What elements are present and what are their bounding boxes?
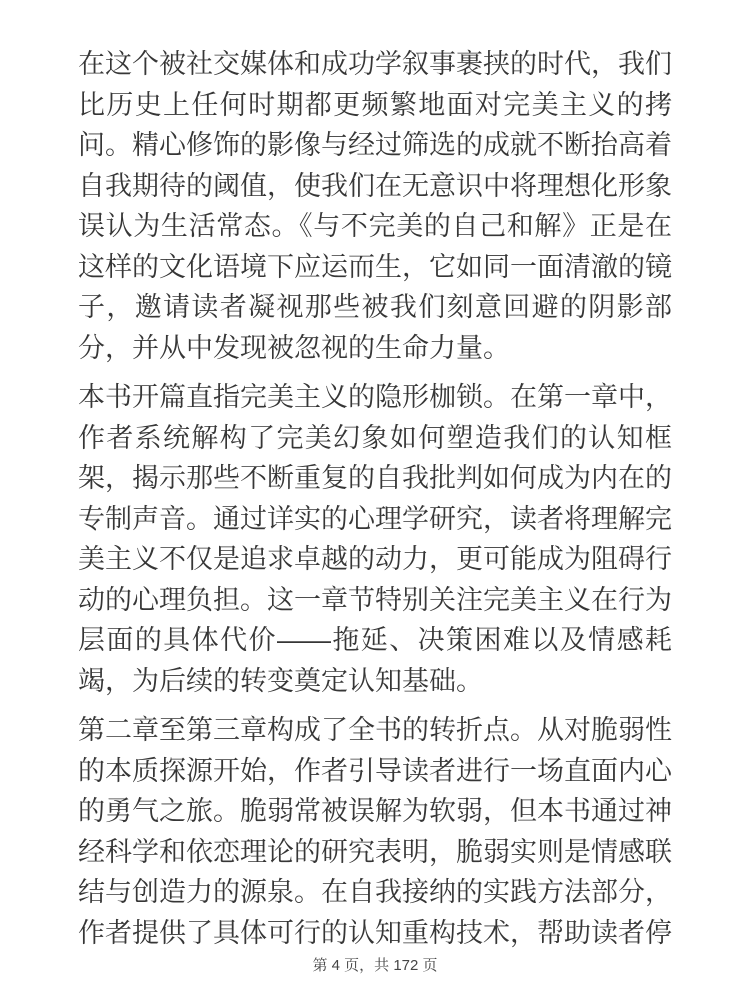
page-number-indicator: 第 4 页，共 172 页 [312, 957, 438, 974]
paragraph-1: 在这个被社交媒体和成功学叙事裹挟的时代，我们比历史上任何时期都更频繁地面对完美主义的拷问。精心修饰的影像与经过筛选的成就不断抬高着自我期待的阈值，使我们在无意识中将理想化形象误认为生活常态。《与不完美的自己和解》正是在这样的文化语境下应运而生，它如同一面清澈的镜子，邀请读者凝视那些被我们刻意回避的阴影部分，并从中发现被忽视的生命力量。 [78, 49, 672, 363]
paragraph-3: 第二章至第三章构成了全书的转折点。从对脆弱性的本质探源开始，作者引导读者进行一场直面内心的勇气之旅。脆弱常被误解为软弱，但本书通过神经科学和依恋理论的研究表明，脆弱实则是情感联结与创造力的源泉。在自我接纳的实践方法部分，作者提供了具体可行的认知重构技术，帮助读者停 [78, 715, 672, 948]
paragraph-2: 本书开篇直指完美主义的隐形枷锁。在第一章中，作者系统解构了完美幻象如何塑造我们的认知框架，揭示那些不断重复的自我批判如何成为内在的专制声音。通过详实的心理学研究，读者将理解完美主义不仅是追求卓越的动力，更可能成为阻碍行动的心理负担。这一章节特别关注完美主义在行为层面的具体代价——拖延、决策困难以及情感耗竭，为后续的转变奠定认知基础。 [78, 382, 672, 696]
page-content [78, 44, 672, 953]
